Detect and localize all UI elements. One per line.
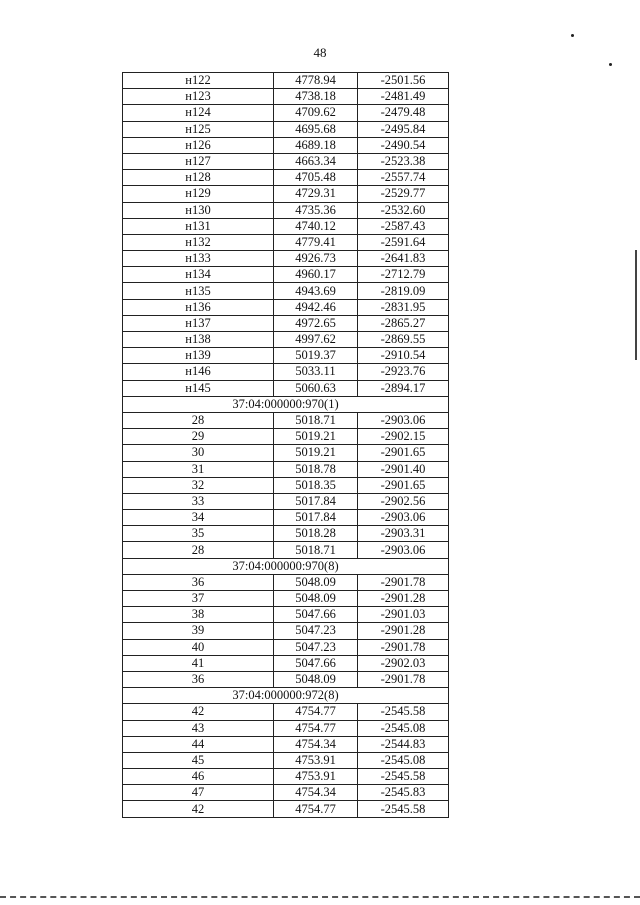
table-row	[123, 720, 449, 736]
x-coordinate-cell: 4754.77	[274, 720, 358, 736]
point-number-cell: н122	[123, 73, 274, 89]
table-row	[123, 170, 449, 186]
table-row	[123, 607, 449, 623]
y-coordinate-cell: -2901.78	[358, 639, 449, 655]
x-coordinate-cell: 5048.09	[274, 574, 358, 590]
y-coordinate-cell: -2903.06	[358, 412, 449, 428]
table-row	[123, 510, 449, 526]
y-coordinate-cell: -2545.58	[358, 801, 449, 817]
y-coordinate-cell: -2545.58	[358, 704, 449, 720]
y-coordinate-cell: -2557.74	[358, 170, 449, 186]
point-number-cell: 32	[123, 477, 274, 493]
y-coordinate-cell: -2523.38	[358, 153, 449, 169]
table-row	[123, 704, 449, 720]
table-row	[123, 412, 449, 428]
x-coordinate-cell: 4705.48	[274, 170, 358, 186]
point-number-cell: н129	[123, 186, 274, 202]
table-row	[123, 623, 449, 639]
table-row	[123, 526, 449, 542]
x-coordinate-cell: 5048.09	[274, 671, 358, 687]
y-coordinate-cell: -2901.78	[358, 671, 449, 687]
table-row	[123, 332, 449, 348]
table-row	[123, 493, 449, 509]
table-row	[123, 121, 449, 137]
x-coordinate-cell: 5047.23	[274, 623, 358, 639]
point-number-cell: н131	[123, 218, 274, 234]
y-coordinate-cell: -2901.65	[358, 477, 449, 493]
table-row	[123, 299, 449, 315]
y-coordinate-cell: -2587.43	[358, 218, 449, 234]
table-row	[123, 429, 449, 445]
section-header-row	[123, 396, 449, 412]
table-row	[123, 218, 449, 234]
x-coordinate-cell: 4663.34	[274, 153, 358, 169]
section-header-row	[123, 558, 449, 574]
x-coordinate-cell: 4695.68	[274, 121, 358, 137]
table-row	[123, 639, 449, 655]
table-row	[123, 574, 449, 590]
table-row	[123, 542, 449, 558]
point-number-cell: 37	[123, 591, 274, 607]
y-coordinate-cell: -2901.28	[358, 623, 449, 639]
point-number-cell: 29	[123, 429, 274, 445]
point-number-cell: 28	[123, 412, 274, 428]
point-number-cell: н139	[123, 348, 274, 364]
point-number-cell: 46	[123, 769, 274, 785]
x-coordinate-cell: 4754.34	[274, 736, 358, 752]
table-row	[123, 234, 449, 250]
y-coordinate-cell: -2869.55	[358, 332, 449, 348]
x-coordinate-cell: 4926.73	[274, 251, 358, 267]
point-number-cell: н123	[123, 89, 274, 105]
point-number-cell: н137	[123, 315, 274, 331]
y-coordinate-cell: -2902.03	[358, 655, 449, 671]
page-number: 48	[313, 45, 327, 60]
point-number-cell: 45	[123, 752, 274, 768]
point-number-cell: 42	[123, 704, 274, 720]
table-row	[123, 445, 449, 461]
x-coordinate-cell: 4997.62	[274, 332, 358, 348]
point-number-cell: 36	[123, 574, 274, 590]
table-row	[123, 380, 449, 396]
y-coordinate-cell: -2923.76	[358, 364, 449, 380]
x-coordinate-cell: 5033.11	[274, 364, 358, 380]
y-coordinate-cell: -2545.58	[358, 769, 449, 785]
x-coordinate-cell: 4942.46	[274, 299, 358, 315]
point-number-cell: 47	[123, 785, 274, 801]
parcel-number: 37:04:000000:970(1)	[123, 396, 449, 412]
table-row	[123, 105, 449, 121]
y-coordinate-cell: -2545.08	[358, 720, 449, 736]
point-number-cell: н135	[123, 283, 274, 299]
point-number-cell: 43	[123, 720, 274, 736]
point-number-cell: н133	[123, 251, 274, 267]
scan-edge-line	[635, 250, 637, 360]
point-number-cell: н134	[123, 267, 274, 283]
point-number-cell: 42	[123, 801, 274, 817]
table-row	[123, 364, 449, 380]
point-number-cell: 38	[123, 607, 274, 623]
y-coordinate-cell: -2903.31	[358, 526, 449, 542]
point-number-cell: 44	[123, 736, 274, 752]
table-row	[123, 671, 449, 687]
y-coordinate-cell: -2903.06	[358, 510, 449, 526]
x-coordinate-cell: 4735.36	[274, 202, 358, 218]
scan-speck	[571, 34, 574, 37]
point-number-cell: н132	[123, 234, 274, 250]
x-coordinate-cell: 4753.91	[274, 769, 358, 785]
table-row	[123, 267, 449, 283]
table-row	[123, 348, 449, 364]
table-row	[123, 73, 449, 89]
point-number-cell: н125	[123, 121, 274, 137]
y-coordinate-cell: -2545.08	[358, 752, 449, 768]
x-coordinate-cell: 4754.77	[274, 801, 358, 817]
y-coordinate-cell: -2544.83	[358, 736, 449, 752]
y-coordinate-cell: -2490.54	[358, 137, 449, 153]
table-row	[123, 202, 449, 218]
y-coordinate-cell: -2481.49	[358, 89, 449, 105]
table-row	[123, 752, 449, 768]
point-number-cell: н127	[123, 153, 274, 169]
y-coordinate-cell: -2529.77	[358, 186, 449, 202]
y-coordinate-cell: -2901.40	[358, 461, 449, 477]
table-row	[123, 186, 449, 202]
x-coordinate-cell: 4753.91	[274, 752, 358, 768]
x-coordinate-cell: 4960.17	[274, 267, 358, 283]
x-coordinate-cell: 4779.41	[274, 234, 358, 250]
table-row	[123, 315, 449, 331]
y-coordinate-cell: -2901.65	[358, 445, 449, 461]
parcel-number: 37:04:000000:972(8)	[123, 688, 449, 704]
point-number-cell: 30	[123, 445, 274, 461]
table-row	[123, 769, 449, 785]
y-coordinate-cell: -2495.84	[358, 121, 449, 137]
table-row	[123, 591, 449, 607]
point-number-cell: н128	[123, 170, 274, 186]
point-number-cell: н145	[123, 380, 274, 396]
y-coordinate-cell: -2479.48	[358, 105, 449, 121]
table-row	[123, 655, 449, 671]
point-number-cell: н138	[123, 332, 274, 348]
y-coordinate-cell: -2902.56	[358, 493, 449, 509]
coordinates-table	[122, 72, 449, 818]
x-coordinate-cell: 4738.18	[274, 89, 358, 105]
x-coordinate-cell: 5018.71	[274, 542, 358, 558]
y-coordinate-cell: -2902.15	[358, 429, 449, 445]
y-coordinate-cell: -2712.79	[358, 267, 449, 283]
table-row	[123, 736, 449, 752]
x-coordinate-cell: 4778.94	[274, 73, 358, 89]
scan-bottom-edge	[0, 896, 640, 898]
y-coordinate-cell: -2831.95	[358, 299, 449, 315]
point-number-cell: 39	[123, 623, 274, 639]
y-coordinate-cell: -2901.03	[358, 607, 449, 623]
table-row	[123, 251, 449, 267]
y-coordinate-cell: -2910.54	[358, 348, 449, 364]
table-row	[123, 785, 449, 801]
table-row	[123, 283, 449, 299]
y-coordinate-cell: -2591.64	[358, 234, 449, 250]
x-coordinate-cell: 5060.63	[274, 380, 358, 396]
x-coordinate-cell: 5047.66	[274, 655, 358, 671]
x-coordinate-cell: 5017.84	[274, 510, 358, 526]
table-row	[123, 461, 449, 477]
x-coordinate-cell: 5017.84	[274, 493, 358, 509]
point-number-cell: 33	[123, 493, 274, 509]
x-coordinate-cell: 5018.28	[274, 526, 358, 542]
y-coordinate-cell: -2641.83	[358, 251, 449, 267]
x-coordinate-cell: 5048.09	[274, 591, 358, 607]
y-coordinate-cell: -2903.06	[358, 542, 449, 558]
x-coordinate-cell: 4754.77	[274, 704, 358, 720]
section-header-row	[123, 688, 449, 704]
x-coordinate-cell: 5019.21	[274, 429, 358, 445]
point-number-cell: 35	[123, 526, 274, 542]
y-coordinate-cell: -2532.60	[358, 202, 449, 218]
x-coordinate-cell: 4754.34	[274, 785, 358, 801]
x-coordinate-cell: 5019.21	[274, 445, 358, 461]
y-coordinate-cell: -2545.83	[358, 785, 449, 801]
parcel-number: 37:04:000000:970(8)	[123, 558, 449, 574]
x-coordinate-cell: 5047.23	[274, 639, 358, 655]
x-coordinate-cell: 5019.37	[274, 348, 358, 364]
y-coordinate-cell: -2894.17	[358, 380, 449, 396]
table-row	[123, 89, 449, 105]
point-number-cell: 41	[123, 655, 274, 671]
y-coordinate-cell: -2819.09	[358, 283, 449, 299]
x-coordinate-cell: 4740.12	[274, 218, 358, 234]
y-coordinate-cell: -2901.28	[358, 591, 449, 607]
table-row	[123, 801, 449, 817]
table-row	[123, 153, 449, 169]
point-number-cell: н126	[123, 137, 274, 153]
point-number-cell: 36	[123, 671, 274, 687]
y-coordinate-cell: -2501.56	[358, 73, 449, 89]
x-coordinate-cell: 5018.35	[274, 477, 358, 493]
point-number-cell: 28	[123, 542, 274, 558]
y-coordinate-cell: -2865.27	[358, 315, 449, 331]
point-number-cell: 40	[123, 639, 274, 655]
point-number-cell: н136	[123, 299, 274, 315]
point-number-cell: н130	[123, 202, 274, 218]
table-row	[123, 137, 449, 153]
point-number-cell: 31	[123, 461, 274, 477]
x-coordinate-cell: 5047.66	[274, 607, 358, 623]
table-row	[123, 477, 449, 493]
x-coordinate-cell: 5018.71	[274, 412, 358, 428]
y-coordinate-cell: -2901.78	[358, 574, 449, 590]
scan-speck	[609, 63, 612, 66]
x-coordinate-cell: 4689.18	[274, 137, 358, 153]
point-number-cell: н124	[123, 105, 274, 121]
x-coordinate-cell: 5018.78	[274, 461, 358, 477]
point-number-cell: 34	[123, 510, 274, 526]
x-coordinate-cell: 4972.65	[274, 315, 358, 331]
point-number-cell: н146	[123, 364, 274, 380]
x-coordinate-cell: 4729.31	[274, 186, 358, 202]
coordinates-table-body	[123, 73, 449, 818]
x-coordinate-cell: 4709.62	[274, 105, 358, 121]
x-coordinate-cell: 4943.69	[274, 283, 358, 299]
